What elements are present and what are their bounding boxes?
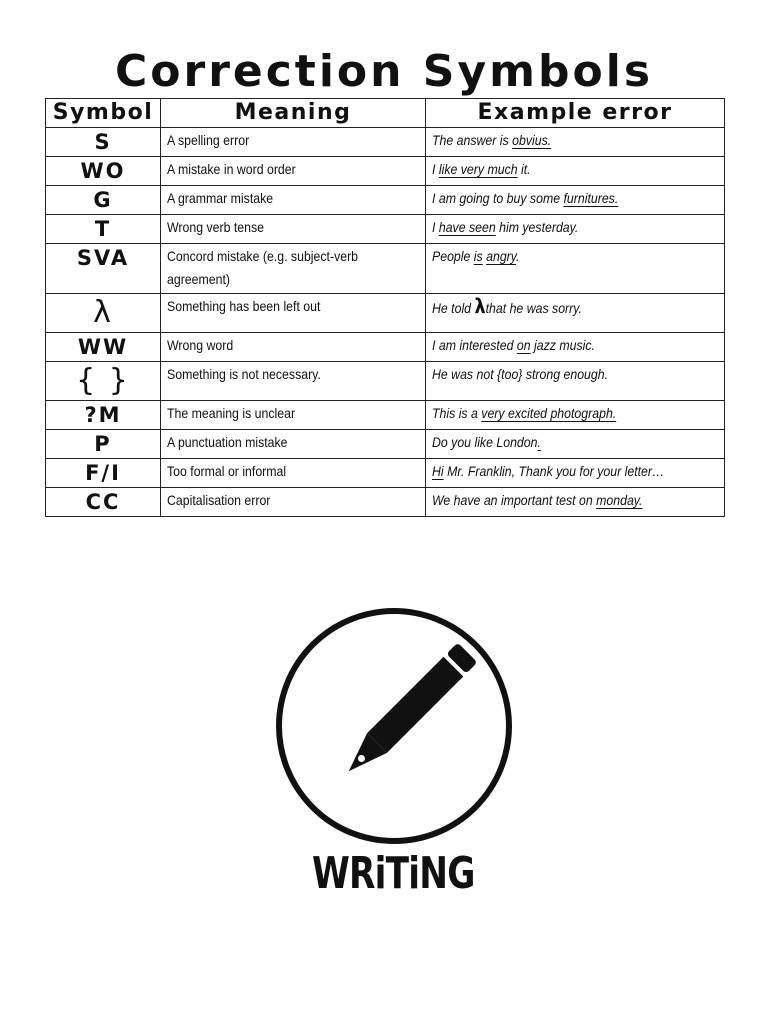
pencil-logo-icon (274, 606, 514, 846)
meaning-cell (161, 244, 426, 294)
meaning-cell (161, 157, 426, 186)
example-segment: Do you like London (432, 434, 538, 450)
example-text (432, 158, 531, 181)
meaning-cell (161, 459, 426, 488)
example-cell (426, 401, 725, 430)
underlined-error: like very much (438, 161, 518, 177)
example-segment: The answer is (432, 132, 513, 148)
example-text (432, 489, 642, 512)
example-cell (426, 244, 725, 294)
table-header-row (46, 99, 725, 128)
meaning-text: Something is not necessary. (167, 366, 321, 382)
table-row (46, 430, 725, 459)
table-row (46, 157, 725, 186)
example-text (432, 295, 582, 320)
example-segment: that he was sorry. (485, 300, 582, 316)
underlined-error: have seen (438, 219, 496, 235)
meaning-text: Too formal or informal (167, 463, 287, 479)
example-cell (426, 488, 725, 517)
example-cell (426, 186, 725, 215)
meaning-cell (161, 128, 426, 157)
meaning-cell (161, 215, 426, 244)
underlined-error: obvius. (512, 132, 552, 148)
example-segment: him yesterday. (495, 219, 579, 235)
example-segment: I am interested (432, 337, 517, 353)
example-segment: I am going to buy some (432, 190, 564, 206)
meaning-cell (161, 488, 426, 517)
example-cell (426, 430, 725, 459)
header-meaning: Meaning (161, 99, 426, 128)
underlined-error: monday. (596, 492, 643, 508)
meaning-cell (161, 186, 426, 215)
table-row (46, 333, 725, 362)
header-example: Example error (426, 99, 725, 128)
underlined-error: very excited photograph. (481, 405, 617, 421)
caret-mark: λ (474, 294, 486, 318)
meaning-cell (161, 430, 426, 459)
symbol-cell: WO (46, 157, 161, 186)
symbol-cell: CC (46, 488, 161, 517)
example-cell (426, 333, 725, 362)
table-row (46, 401, 725, 430)
example-cell (426, 294, 725, 333)
symbol-cell: SVA (46, 244, 161, 294)
meaning-cell (161, 294, 426, 333)
example-segment: He told (432, 300, 475, 316)
example-segment: Mr. Franklin, Thank you for your letter… (443, 463, 665, 479)
header-symbol: Symbol (46, 99, 161, 128)
symbol-cell: T (46, 215, 161, 244)
table-row (46, 488, 725, 517)
example-segment: I (432, 219, 439, 235)
correction-symbols-table (45, 98, 725, 517)
meaning-text: A grammar mistake (167, 190, 274, 206)
meaning-cell (161, 401, 426, 430)
example-text (432, 431, 541, 454)
table-row (46, 294, 725, 333)
symbol-cell: G (46, 186, 161, 215)
example-segment: I (432, 161, 439, 177)
underlined-error: on (516, 337, 531, 353)
example-text (432, 216, 578, 239)
meaning-text: A spelling error (167, 132, 250, 148)
example-cell (426, 128, 725, 157)
example-text (432, 402, 616, 425)
example-segment: jazz music. (530, 337, 595, 353)
example-text (432, 460, 664, 483)
meaning-cell (161, 333, 426, 362)
meaning-text: Something has been left out (167, 298, 321, 314)
example-segment: . (516, 248, 520, 264)
writing-logo-text: WRiTiNG (311, 848, 475, 899)
example-text (432, 245, 519, 268)
example-segment: People (432, 248, 474, 264)
example-text (432, 129, 551, 152)
underlined-error: Hi (432, 463, 444, 479)
meaning-text: Wrong verb tense (167, 219, 265, 235)
meaning-text: The meaning is unclear (167, 405, 296, 421)
example-text (432, 363, 608, 386)
symbol-cell: S (46, 128, 161, 157)
meaning-text: A mistake in word order (167, 161, 296, 177)
table-row (46, 459, 725, 488)
example-cell (426, 157, 725, 186)
table-row (46, 128, 725, 157)
symbol-cell: F/I (46, 459, 161, 488)
underlined-error: is (473, 248, 483, 264)
meaning-text: Concord mistake (e.g. subject-verb agreement) (167, 248, 359, 287)
example-text (432, 187, 618, 210)
table-row (46, 186, 725, 215)
table-row (46, 362, 725, 401)
symbol-cell: { } (46, 362, 161, 401)
meaning-cell (161, 362, 426, 401)
underlined-error: angry (486, 248, 517, 264)
example-segment: He was not {too} strong enough. (432, 366, 609, 382)
example-text (432, 334, 595, 357)
symbol-cell: λ (46, 294, 161, 333)
meaning-text: Capitalisation error (167, 492, 271, 508)
example-segment: This is a (432, 405, 482, 421)
example-cell (426, 459, 725, 488)
example-segment: it. (517, 161, 531, 177)
underlined-error: furnitures. (563, 190, 619, 206)
underlined-error: . (537, 434, 541, 450)
table-row (46, 215, 725, 244)
meaning-text: A punctuation mistake (167, 434, 288, 450)
symbol-cell: ?M (46, 401, 161, 430)
table-row (46, 244, 725, 294)
symbol-cell: P (46, 430, 161, 459)
example-segment: We have an important test on (432, 492, 597, 508)
meaning-text: Wrong word (167, 337, 234, 353)
example-cell (426, 362, 725, 401)
example-cell (426, 215, 725, 244)
symbol-cell: WW (46, 333, 161, 362)
page-title: Correction Symbols (114, 46, 654, 97)
